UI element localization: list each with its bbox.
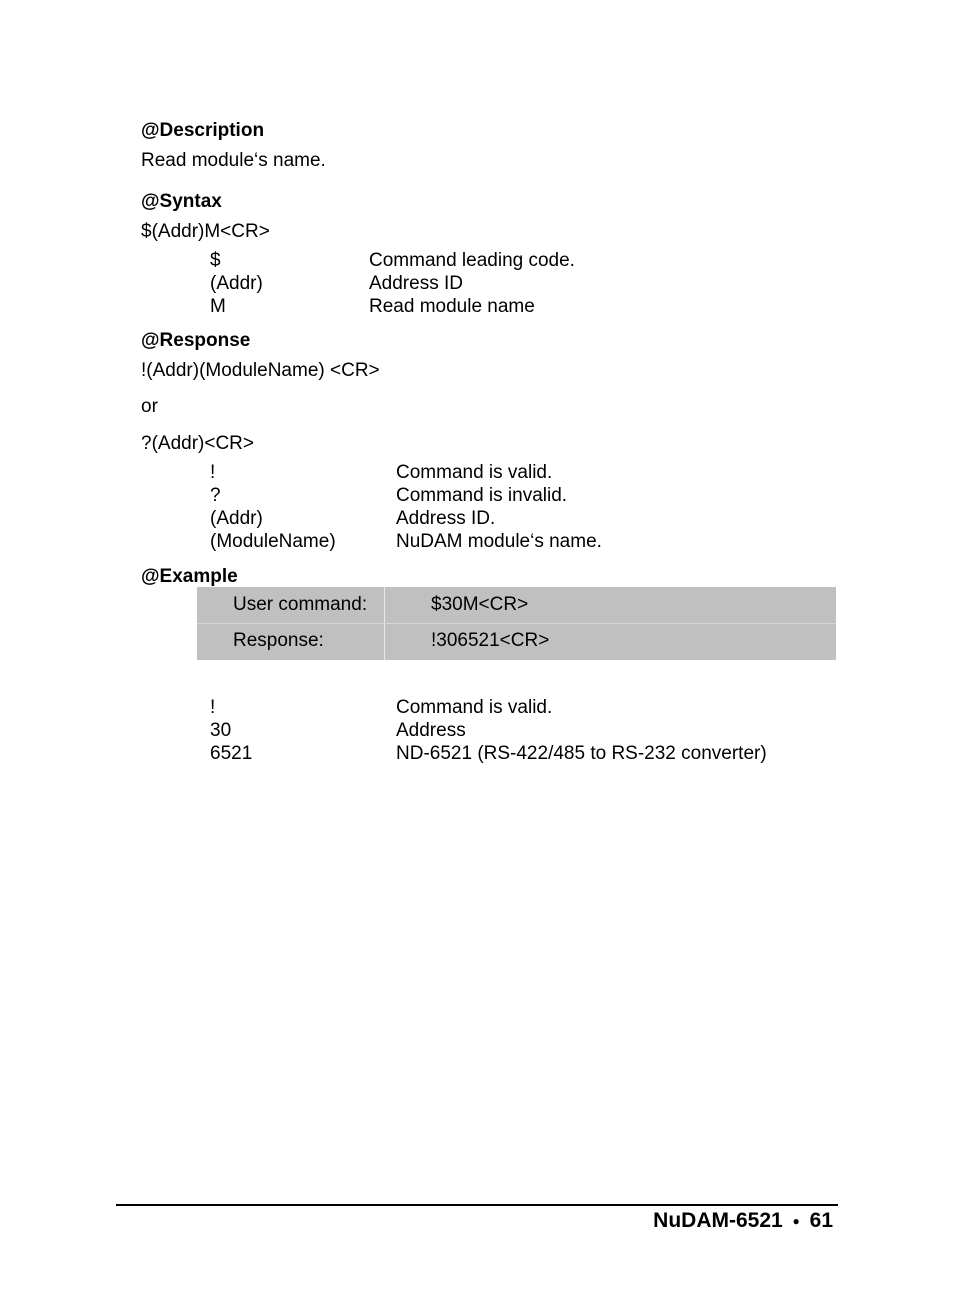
- page-number: 61: [809, 1209, 833, 1232]
- param-key: ?: [210, 485, 221, 506]
- example-param-row: [0, 743, 954, 766]
- param-desc: Command leading code.: [369, 250, 575, 271]
- param-desc: NuDAM module‘s name.: [396, 531, 602, 552]
- response-param-row: [0, 508, 954, 531]
- example-label: Response:: [233, 630, 324, 651]
- example-table: [197, 587, 836, 660]
- param-desc: Address: [396, 720, 466, 741]
- param-desc: Address ID: [369, 273, 463, 294]
- table-row: [197, 587, 836, 623]
- example-param-row: [0, 697, 954, 720]
- example-value: $30M<CR>: [431, 594, 529, 615]
- syntax-param-row: [0, 273, 954, 296]
- syntax-command: $(Addr)M<CR>: [141, 221, 270, 242]
- param-key: $: [210, 250, 221, 271]
- example-param-row: [0, 720, 954, 743]
- response-param-row: [0, 462, 954, 485]
- description-heading: @Description: [141, 120, 265, 141]
- example-value: !306521<CR>: [431, 630, 550, 651]
- page-footer: [653, 1209, 833, 1233]
- param-key: M: [210, 296, 226, 317]
- bullet-icon: ●: [792, 1214, 800, 1228]
- param-key: 30: [210, 720, 232, 741]
- param-desc: Read module name: [369, 296, 535, 317]
- table-row: [197, 623, 836, 659]
- param-key: (Addr): [210, 273, 263, 294]
- param-key: 6521: [210, 743, 253, 764]
- description-text: Read module‘s name.: [141, 150, 326, 171]
- response-or: or: [141, 396, 158, 417]
- param-desc: Command is valid.: [396, 697, 553, 718]
- param-desc: Address ID.: [396, 508, 496, 529]
- response-invalid-format: ?(Addr)<CR>: [141, 433, 254, 454]
- param-desc: ND-6521 (RS-422/485 to RS-232 converter): [396, 743, 767, 764]
- example-label: User command:: [233, 594, 368, 615]
- param-key: !: [210, 462, 216, 483]
- response-param-row: [0, 531, 954, 554]
- param-key: !: [210, 697, 216, 718]
- response-valid-format: !(Addr)(ModuleName) <CR>: [141, 360, 380, 381]
- response-heading: @Response: [141, 330, 251, 351]
- syntax-heading: @Syntax: [141, 191, 222, 212]
- footer-rule: [116, 1204, 838, 1206]
- response-param-row: [0, 485, 954, 508]
- param-desc: Command is valid.: [396, 462, 553, 483]
- example-heading: @Example: [141, 566, 238, 587]
- param-desc: Command is invalid.: [396, 485, 568, 506]
- syntax-param-row: [0, 296, 954, 319]
- footer-product: NuDAM-6521: [653, 1209, 783, 1232]
- param-key: (ModuleName): [210, 531, 336, 552]
- param-key: (Addr): [210, 508, 263, 529]
- syntax-param-row: [0, 250, 954, 273]
